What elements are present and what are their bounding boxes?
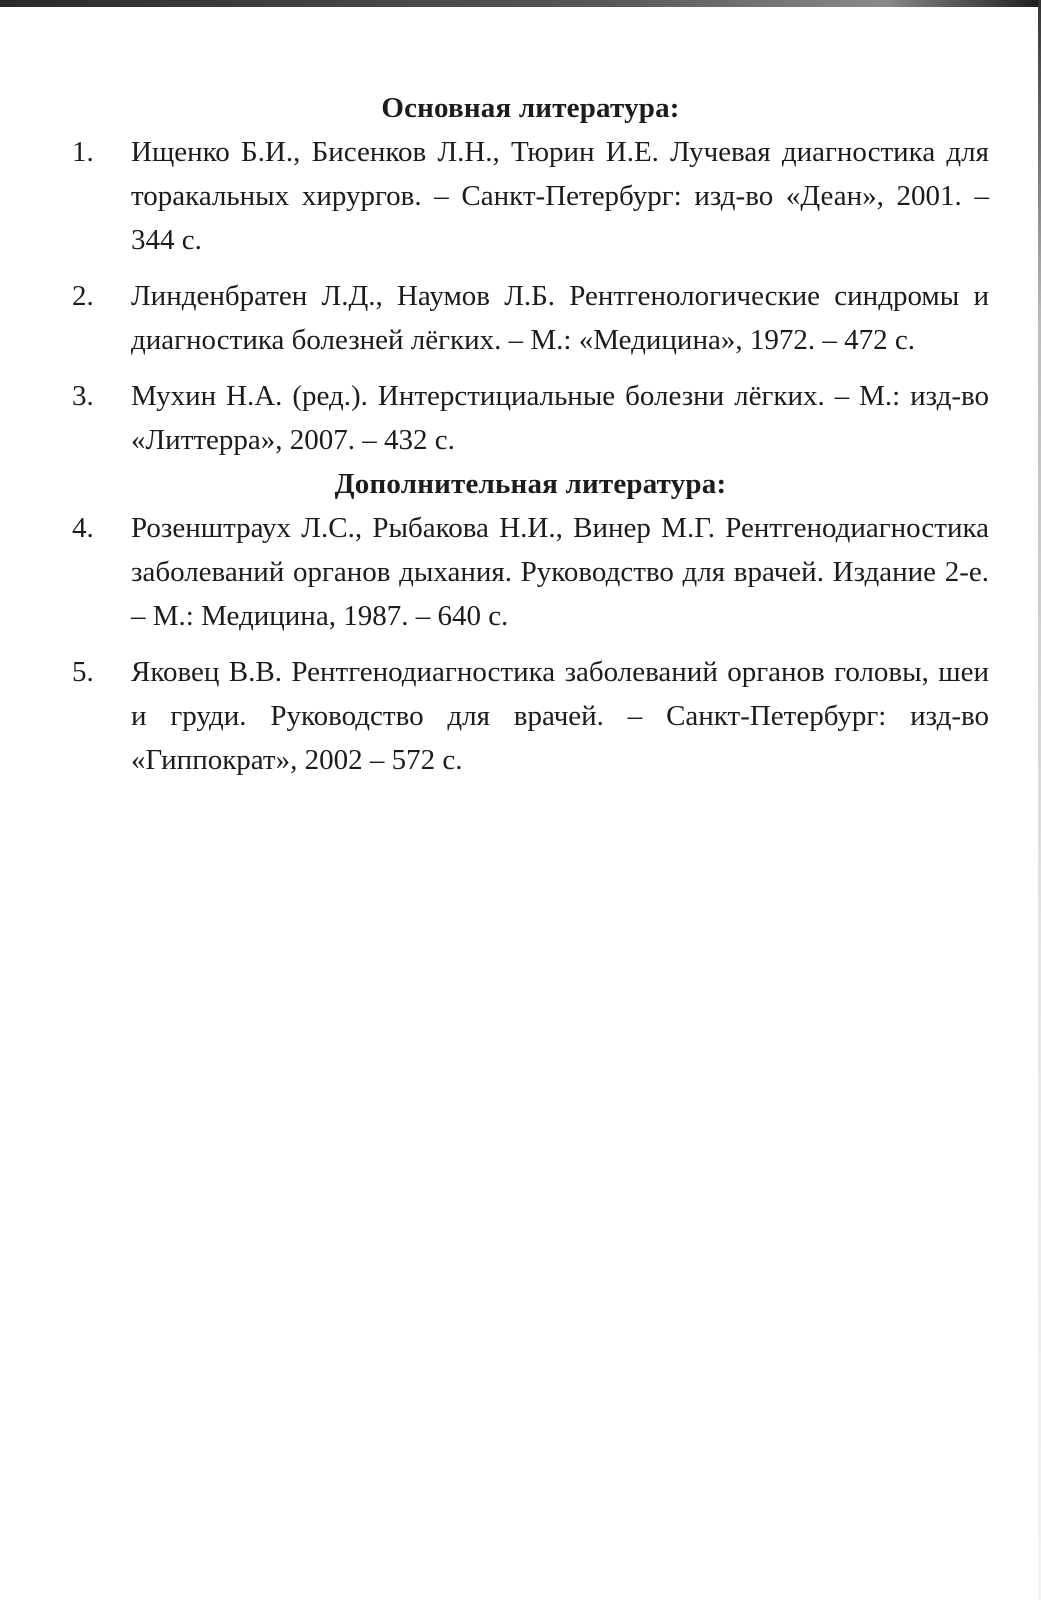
reference-item-3 [72, 374, 989, 462]
reference-item-2 [72, 274, 989, 362]
document-page [72, 86, 989, 782]
reference-text: Ищенко Б.И., Бисенков Л.Н., Тюрин И.Е. Лучевая диагностика для торакальных хирургов. – Санкт-Петербург: изд-во «Деан», 2001. – 344 с. [131, 136, 989, 256]
reference-number: 3. [72, 380, 94, 412]
reference-text: Розенштраух Л.С., Рыбакова Н.И., Винер М.Г. Рентгенодиагностика заболеваний органов дыхания. Руководство для врачей. Издание 2-е. – М.: Медицина, 1987. – 640 с. [131, 512, 989, 632]
additional-literature-heading: Дополнительная литература: [334, 468, 727, 500]
reference-item-5 [72, 650, 989, 782]
page-top-edge [0, 0, 1041, 7]
main-literature-heading: Основная литература: [381, 92, 680, 124]
main-literature-list [72, 130, 989, 462]
reference-number: 4. [72, 512, 94, 544]
reference-text: Мухин Н.А. (ред.). Интерстициальные болезни лёгких. – М.: изд-во «Литтерра», 2007. – 432 с. [131, 380, 989, 456]
additional-literature-list [72, 506, 989, 782]
reference-number: 1. [72, 136, 94, 168]
reference-text: Линденбратен Л.Д., Наумов Л.Б. Рентгенологические синдромы и диагностика болезней лёгких. – М.: «Медицина», 1972. – 472 с. [131, 280, 989, 356]
reference-number: 2. [72, 280, 94, 312]
reference-text: Яковец В.В. Рентгенодиагностика заболеваний органов головы, шеи и груди. Руководство для врачей. – Санкт-Петербург: изд-во «Гиппократ», 2002 – 572 с. [131, 656, 989, 776]
reference-item-4 [72, 506, 989, 638]
reference-item-1 [72, 130, 989, 262]
reference-number: 5. [72, 656, 94, 688]
